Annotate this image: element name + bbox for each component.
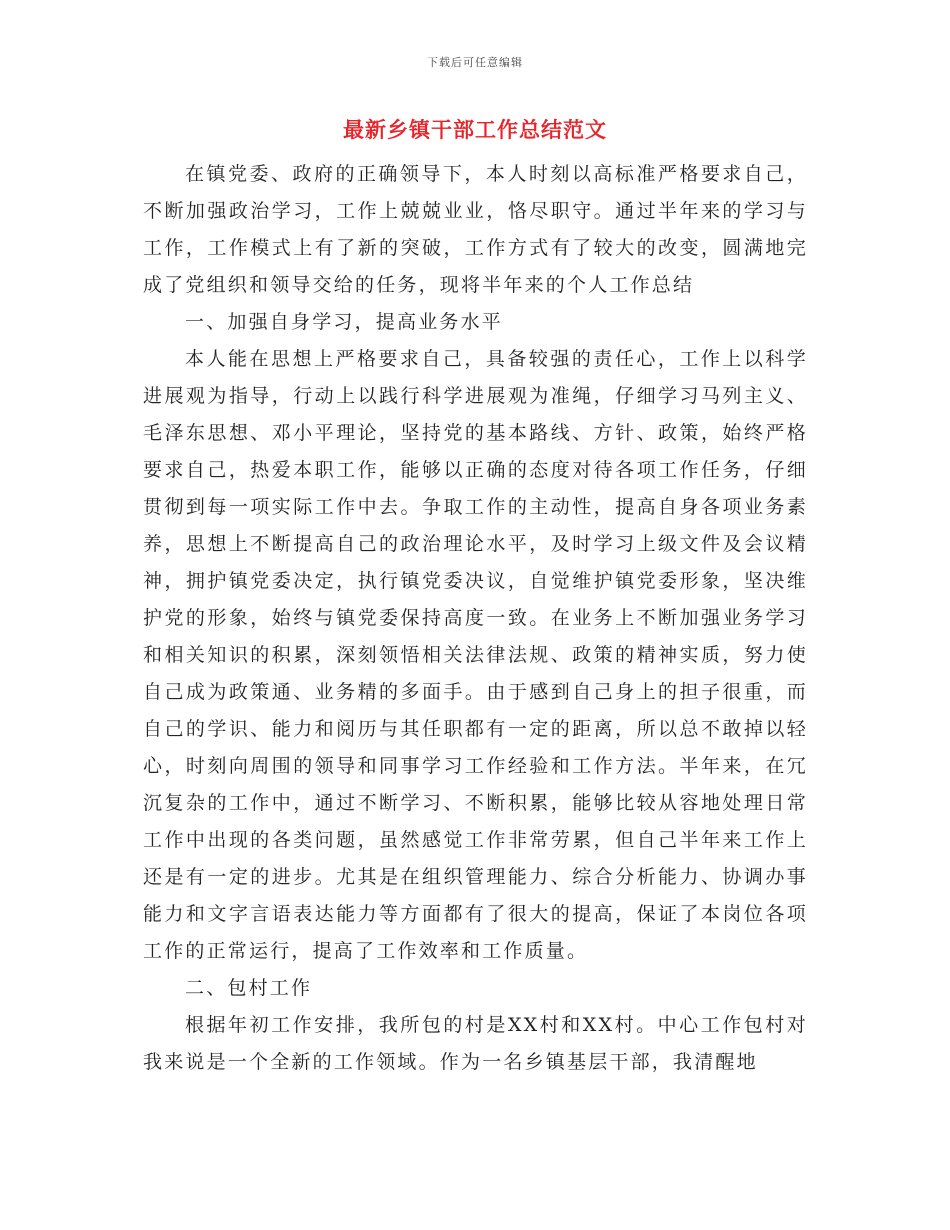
section-1-paragraph: 本人能在思想上严格要求自己，具备较强的责任心，工作上以科学进展观为指导，行动上以践行科学进展观为准绳，仔细学习马列主义、毛泽东思想、邓小平理论，坚持党的基本路线、方针、政策，始终严格要求自己，热爱本职工作，能够以正确的态度对待各项工作任务，仔细贯彻到每一项实际工作中去。争取工作的主动性，提高自身各项业务素养，思想上不断提高自己的政治理论水平，及时学习上级文件及会议精神，拥护镇党委决定，执行镇党委决议，自觉维护镇党委形象，坚决维护党的形象，始终与镇党委保持高度一致。在业务上不断加强业务学习和相关知识的积累，深刻领悟相关法律法规、政策的精神实质，努力使自己成为政策通、业务精的多面手。由于感到自己身上的担子很重，而自己的学识、能力和阅历与其任职都有一定的距离，所以总不敢掉以轻心，时刻向周围的领导和同事学习工作经验和工作方法。半年来，在冗沉复杂的工作中，通过不断学习、不断积累，能够比较从容地处理日常工作中出现的各类问题，虽然感觉工作非常劳累，但自己半年来工作上还是有一定的进步。尤其是在组织管理能力、综合分析能力、协调办事能力和文字言语表达能力等方面都有了很大的提高，保证了本岗位各项工作的正常运行，提高了工作效率和工作质量。 <box>143 348 808 962</box>
intro-paragraph: 在镇党委、政府的正确领导下，本人时刻以高标准严格要求自己，不断加强政治学习，工作上兢兢业业，恪尽职守。通过半年来的学习与工作，工作模式上有了新的突破，工作方式有了较大的改变，圆满地完成了党组织和领导交给的任务，现将半年来的个人工作总结 <box>143 163 808 296</box>
document-title: 最新乡镇干部工作总结范文 <box>343 117 607 142</box>
section-2-paragraph: 根据年初工作安排，我所包的村是XX村和XX村。中心工作包村对我来说是一个全新的工作领域。作为一名乡镇基层干部，我清醒地 <box>143 1014 808 1073</box>
section-heading-1: 一、加强自身学习，提高业务水平 <box>185 311 504 333</box>
page-header: 下载后可任意编辑 <box>427 56 523 69</box>
document-body <box>143 156 808 1081</box>
section-heading-2: 二、包村工作 <box>185 977 313 999</box>
